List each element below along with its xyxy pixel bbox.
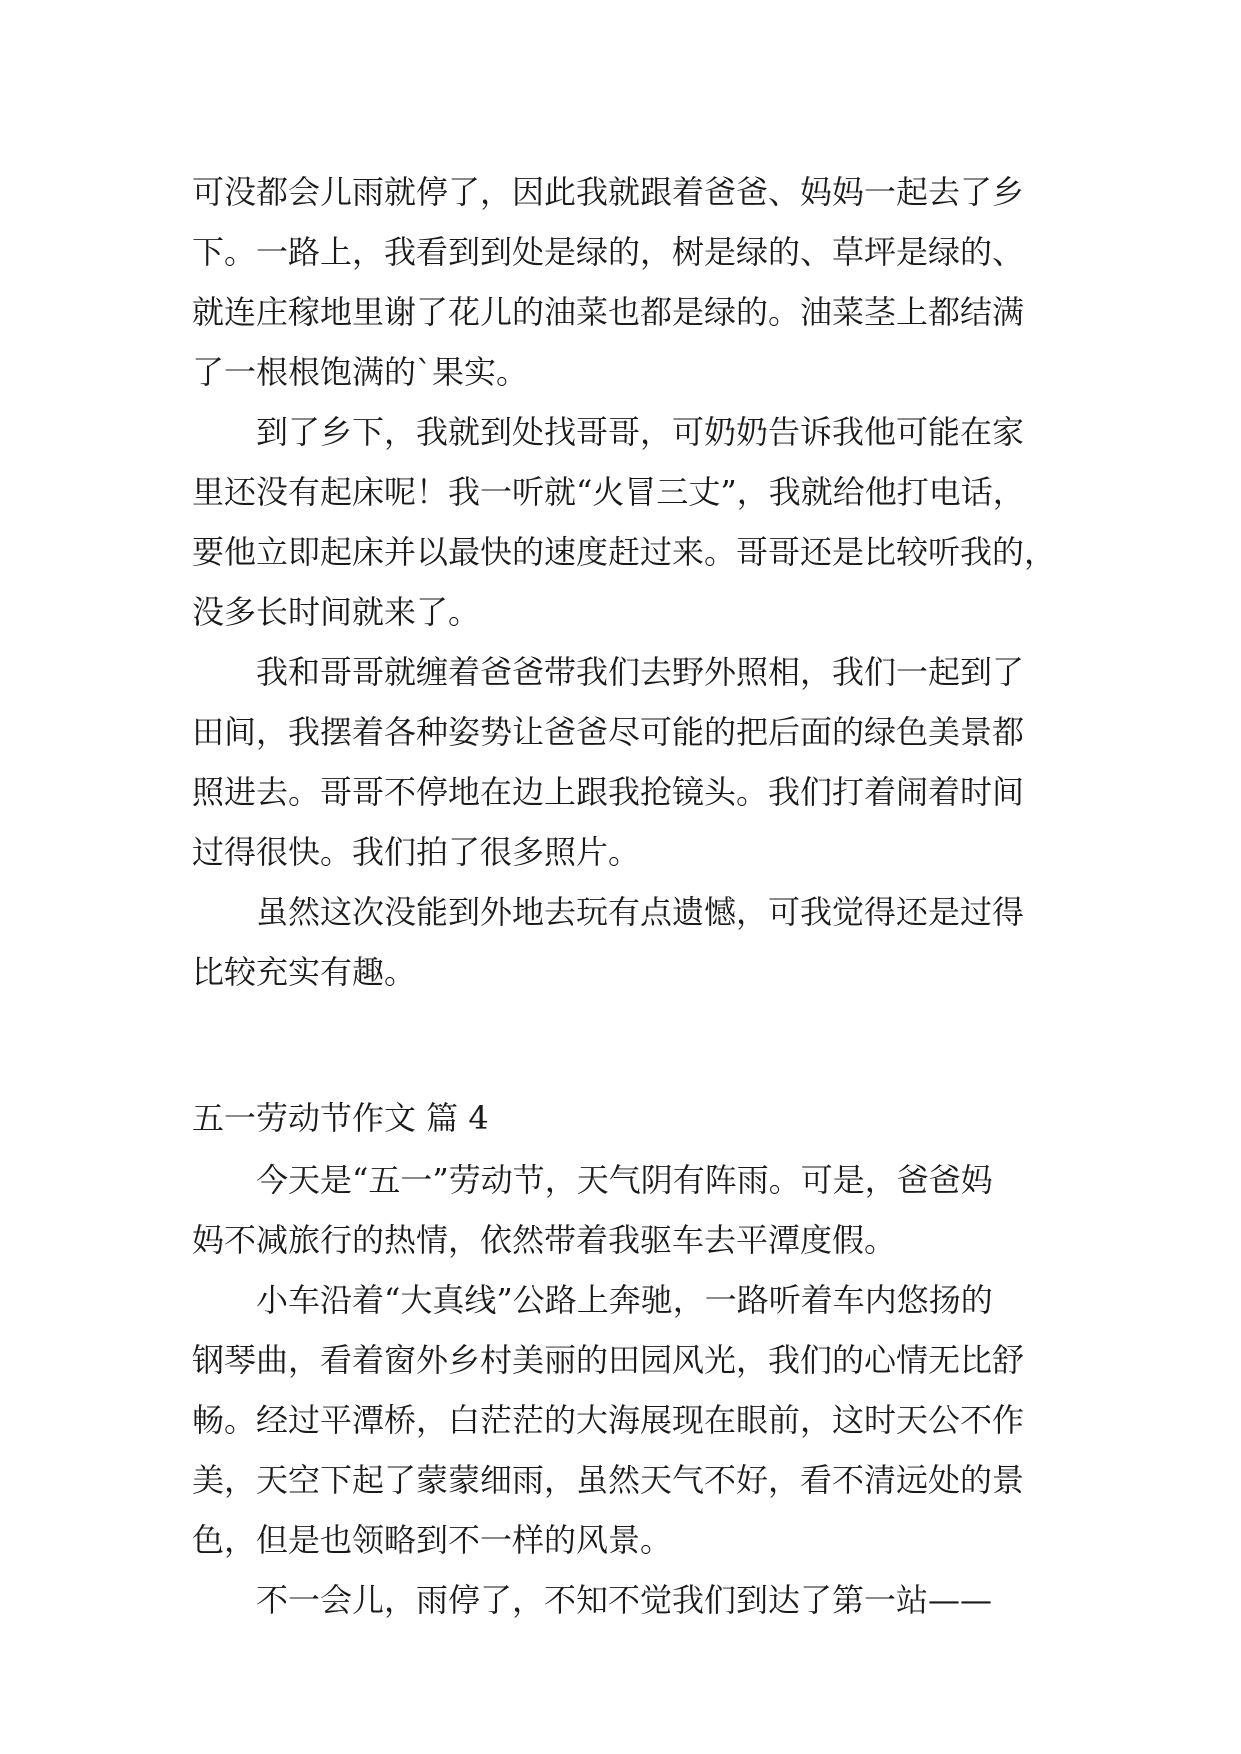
section-title: 五一劳动节作文 篇 4 xyxy=(192,1099,489,1137)
text-line: 可没都会儿雨就停了，因此我就跟着爸爸、妈妈一起去了乡 xyxy=(192,173,1025,211)
text-line: 今天是“五一”劳动节，天气阴有阵雨。可是，爸爸妈 xyxy=(256,1161,993,1199)
section-gap xyxy=(192,1002,1072,1088)
text-line: 过得很快。我们拍了很多照片。 xyxy=(192,833,641,871)
text-line: 比较充实有趣。 xyxy=(192,953,417,991)
paragraph-2 xyxy=(192,402,1072,642)
text-line: 里还没有起床呢！我一听就“火冒三丈”，我就给他打电话， xyxy=(192,473,1025,511)
text-line: 妈不减旅行的热情，依然带着我驱车去平潭度假。 xyxy=(192,1221,897,1259)
text-line: 畅。经过平潭桥，白茫茫的大海展现在眼前，这时天公不作 xyxy=(192,1401,1025,1439)
paragraph-3 xyxy=(192,642,1072,882)
text-line: 钢琴曲，看着窗外乡村美丽的田园风光，我们的心情无比舒 xyxy=(192,1341,1025,1379)
paragraph-7 xyxy=(192,1570,1072,1630)
text-line: 下。一路上，我看到到处是绿的，树是绿的、草坪是绿的、 xyxy=(192,233,1025,271)
text-line: 不一会儿，雨停了，不知不觉我们到达了第一站—— xyxy=(256,1581,993,1619)
paragraph-6 xyxy=(192,1270,1072,1570)
paragraph-5 xyxy=(192,1150,1072,1270)
text-line: 美，天空下起了蒙蒙细雨，虽然天气不好，看不清远处的景 xyxy=(192,1461,1025,1499)
document-body xyxy=(192,162,1072,1630)
text-line: 到了乡下，我就到处找哥哥，可奶奶告诉我他可能在家 xyxy=(256,413,1025,451)
text-line: 我和哥哥就缠着爸爸带我们去野外照相，我们一起到了 xyxy=(256,653,1025,691)
text-line: 照进去。哥哥不停地在边上跟我抢镜头。我们打着闹着时间 xyxy=(192,773,1025,811)
text-line: 要他立即起床并以最快的速度赶过来。哥哥还是比较听我的， xyxy=(192,533,1057,571)
text-line: 就连庄稼地里谢了花儿的油菜也都是绿的。油菜茎上都结满 xyxy=(192,293,1025,331)
text-line: 虽然这次没能到外地去玩有点遗憾，可我觉得还是过得 xyxy=(256,893,1025,931)
text-line: 色，但是也领略到不一样的风景。 xyxy=(192,1521,673,1559)
paragraph-1 xyxy=(192,162,1072,402)
text-line: 了一根根饱满的`果实。 xyxy=(192,353,529,391)
text-line: 田间，我摆着各种姿势让爸爸尽可能的把后面的绿色美景都 xyxy=(192,713,1025,751)
text-line: 小车沿着“大真线”公路上奔驰，一路听着车内悠扬的 xyxy=(256,1281,993,1319)
paragraph-4 xyxy=(192,882,1072,1002)
text-line: 没多长时间就来了。 xyxy=(192,593,481,631)
